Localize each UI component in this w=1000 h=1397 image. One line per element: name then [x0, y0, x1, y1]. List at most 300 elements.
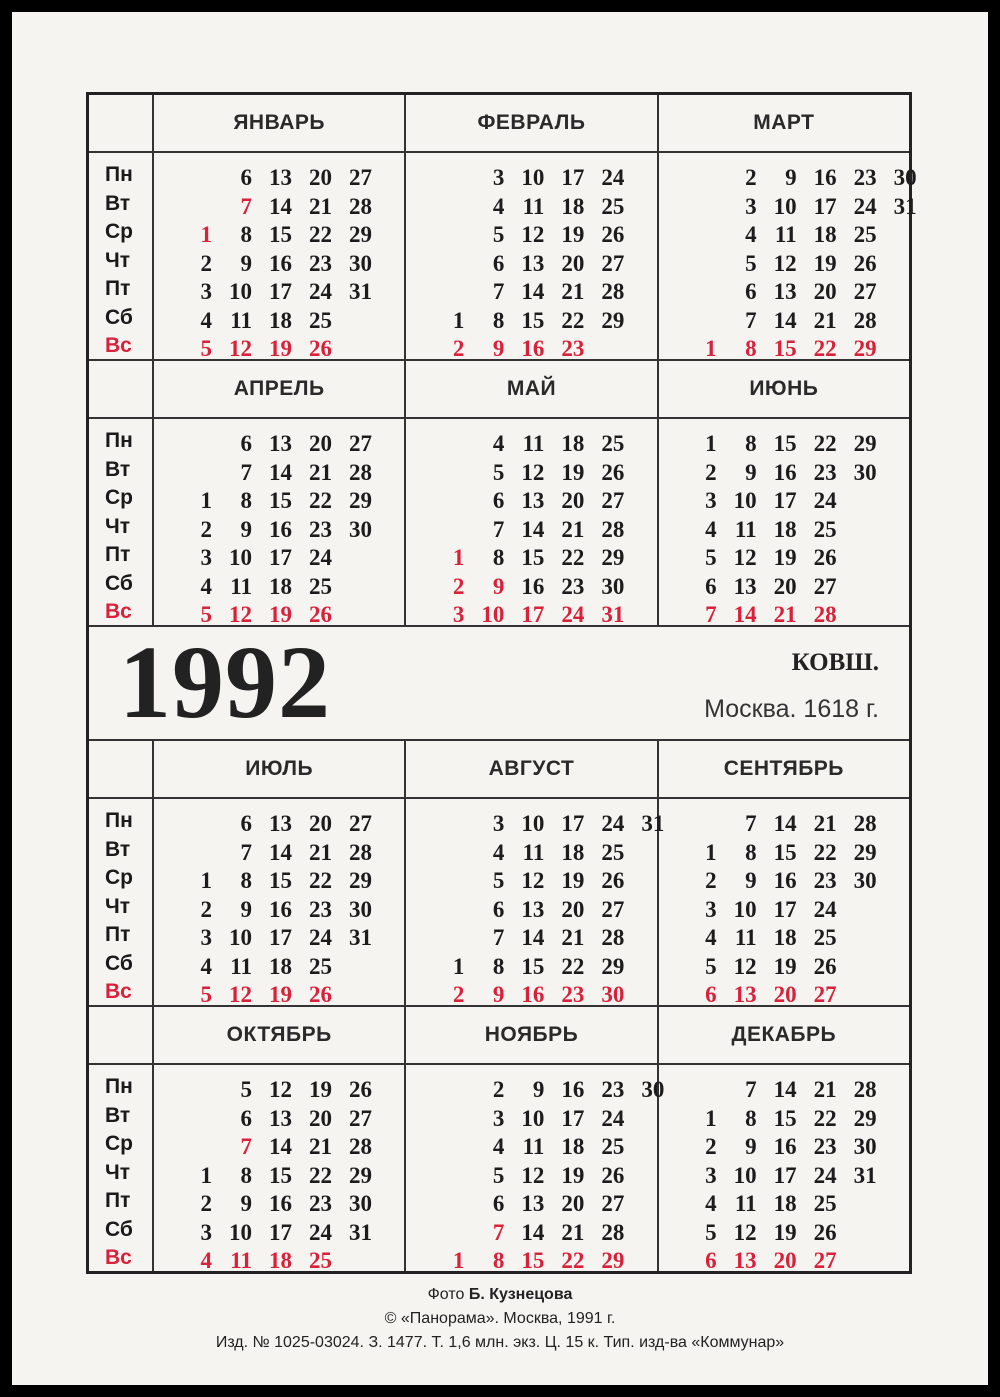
day-number: 28: [853, 811, 877, 836]
day-number: 18: [561, 839, 585, 865]
weekday-label: Пн: [105, 1075, 133, 1098]
day-number: 30: [349, 516, 372, 542]
day-number: 14: [269, 839, 292, 865]
day-number: 18: [269, 953, 292, 979]
day-number: 20: [773, 1248, 797, 1273]
month-block: [154, 95, 406, 359]
day-number: 14: [773, 1077, 797, 1102]
day-number: 16: [521, 573, 545, 599]
week-row: [659, 1191, 909, 1219]
week-row: [406, 251, 656, 279]
day-number: 14: [269, 459, 292, 485]
weekday-label: Ср: [105, 1132, 133, 1155]
artist-signature: КОВШ.: [791, 649, 879, 676]
quarter-band-4: [89, 1007, 909, 1271]
day-number: 26: [601, 222, 625, 247]
day-number: 17: [561, 811, 585, 836]
week-row: [406, 460, 656, 488]
week-row: [659, 193, 917, 222]
day-number: 30: [601, 573, 625, 599]
week-row: [154, 954, 404, 982]
day-number: 22: [813, 336, 837, 361]
weekday-label: Чт: [105, 1160, 131, 1184]
day-number: 4: [492, 1134, 505, 1159]
day-number: 16: [773, 459, 797, 485]
day-number: 6: [705, 573, 717, 599]
month-block: [406, 361, 658, 625]
day-number: 27: [349, 165, 372, 190]
day-number: 20: [813, 279, 837, 304]
day-number: 7: [240, 459, 252, 485]
day-number: 6: [240, 431, 252, 456]
day-number: 3: [492, 1105, 505, 1131]
day-number: 18: [269, 1248, 292, 1273]
day-number: 7: [705, 602, 717, 627]
week-row: [154, 279, 404, 307]
week-row: [406, 1220, 656, 1248]
day-number: 25: [309, 1248, 332, 1273]
week-row: [659, 517, 909, 545]
day-number: 26: [601, 459, 625, 485]
day-number: 16: [521, 336, 545, 361]
week-row: [406, 1191, 656, 1219]
day-number: 19: [773, 1219, 797, 1245]
week-row: [154, 982, 404, 1010]
day-number: 11: [774, 222, 797, 247]
week-row: [406, 222, 656, 250]
day-number: 3: [705, 1162, 717, 1188]
weekday-label: Чт: [105, 248, 131, 272]
weekday-column: [89, 1007, 154, 1271]
day-number: 17: [773, 1162, 797, 1188]
week-row: [154, 488, 404, 516]
photo-credit-author: Б. Кузнецова: [468, 1286, 573, 1303]
day-number: 9: [785, 165, 797, 190]
week-row: [154, 251, 404, 279]
day-number: 1: [452, 307, 465, 333]
week-row: [659, 840, 909, 868]
weekday-label: Сб: [105, 571, 133, 595]
day-number: 18: [773, 1191, 797, 1216]
day-number: 15: [269, 488, 292, 513]
weekday-label: Пн: [105, 163, 133, 186]
month-block: [406, 95, 658, 359]
day-number: 28: [601, 279, 625, 304]
day-number: 12: [269, 1077, 292, 1102]
day-number: 6: [240, 165, 252, 190]
day-number: 5: [492, 222, 505, 247]
day-number: 5: [200, 336, 212, 361]
weekday-label: Ср: [105, 486, 133, 509]
day-number: 24: [813, 896, 837, 922]
week-row: [659, 1163, 909, 1191]
week-row: [154, 1163, 404, 1191]
week-row: [406, 811, 665, 839]
week-row: [154, 1077, 404, 1105]
publisher-line: © «Панорама». Москва, 1991 г.: [384, 1310, 616, 1327]
day-number: 9: [745, 1134, 757, 1159]
week-row: [154, 1220, 404, 1248]
day-number: 13: [521, 1191, 545, 1216]
day-number: 26: [309, 602, 332, 627]
day-number: 9: [745, 868, 757, 893]
week-row: [154, 925, 404, 953]
day-number: 17: [269, 545, 292, 570]
day-number: 12: [521, 459, 545, 485]
day-number: 13: [269, 811, 292, 836]
day-number: 2: [745, 165, 757, 190]
day-number: 19: [561, 459, 585, 485]
day-number: 9: [745, 459, 757, 485]
day-number: 17: [813, 193, 837, 219]
week-row: [406, 194, 656, 222]
day-number: 5: [705, 545, 717, 570]
day-number: 26: [349, 1077, 372, 1102]
day-number: 24: [853, 193, 877, 219]
day-number: 26: [853, 250, 877, 276]
week-row: [659, 1248, 909, 1276]
day-number: 13: [269, 431, 292, 456]
weekday-label: Вс: [105, 334, 132, 357]
week-row: [659, 1220, 909, 1248]
week-row: [406, 1134, 656, 1162]
day-number: 2: [200, 250, 212, 276]
week-row: [154, 194, 404, 222]
day-number: 7: [240, 193, 252, 219]
day-number: 7: [240, 839, 252, 865]
day-number: 27: [601, 1191, 625, 1216]
day-number: 27: [349, 431, 372, 456]
day-number: 13: [521, 250, 545, 276]
day-number: 3: [492, 165, 505, 190]
week-row: [154, 897, 404, 925]
day-number: 26: [813, 1219, 837, 1245]
week-row: [406, 1077, 665, 1105]
day-number: 21: [561, 516, 585, 542]
day-number: 26: [813, 545, 837, 570]
week-row: [659, 222, 909, 250]
day-number: 11: [734, 516, 757, 542]
day-number: 28: [349, 193, 372, 219]
day-number: 28: [601, 1219, 625, 1245]
day-number: 22: [561, 307, 585, 333]
day-number: 9: [492, 336, 505, 361]
day-number: 8: [492, 545, 505, 570]
day-number: 27: [601, 488, 625, 513]
day-number: 25: [601, 839, 625, 865]
day-number: 20: [561, 250, 585, 276]
day-number: 11: [230, 1248, 252, 1273]
day-number: 25: [309, 953, 332, 979]
day-number: 1: [705, 1105, 717, 1131]
day-number: 15: [269, 868, 292, 893]
day-number: 10: [229, 545, 252, 570]
day-number: 24: [309, 1219, 332, 1245]
day-number: 11: [230, 307, 252, 333]
day-number: 6: [705, 1248, 717, 1273]
day-number: 14: [521, 516, 545, 542]
photo-credit-prefix: Фото: [427, 1286, 465, 1303]
weekday-label: Пт: [105, 277, 131, 300]
weekday-label: Пт: [105, 923, 131, 946]
quarter-band-1: [89, 95, 917, 361]
calendar-grid: [86, 92, 917, 1274]
day-number: 13: [733, 982, 757, 1007]
week-row: [406, 1106, 656, 1134]
day-number: 19: [269, 602, 292, 627]
day-number: 10: [733, 896, 757, 922]
week-row: [406, 279, 656, 307]
day-number: 25: [309, 573, 332, 599]
day-number: 8: [745, 336, 757, 361]
day-number: 25: [309, 307, 332, 333]
day-number: 28: [813, 602, 837, 627]
day-number: 20: [309, 431, 332, 456]
week-row: [659, 1077, 909, 1105]
quarter-band-2: [89, 361, 909, 627]
week-row: [154, 840, 404, 868]
day-number: 4: [200, 307, 212, 333]
day-number: 17: [561, 1105, 585, 1131]
day-number: 7: [745, 1077, 757, 1102]
day-number: 14: [773, 811, 797, 836]
day-number: 11: [230, 573, 252, 599]
day-number: 29: [349, 1162, 372, 1188]
day-number: 3: [200, 279, 212, 304]
day-number: 12: [773, 250, 797, 276]
day-number: 7: [492, 925, 505, 950]
day-number: 8: [492, 307, 505, 333]
day-number: 4: [705, 516, 717, 542]
weekday-label: Чт: [105, 894, 131, 918]
day-number: 21: [813, 307, 837, 333]
day-number: 4: [492, 431, 505, 456]
day-number: 22: [561, 953, 585, 979]
day-number: 12: [733, 545, 757, 570]
week-row: [659, 602, 909, 630]
day-number: 31: [853, 1162, 877, 1188]
month-block: [659, 1007, 909, 1271]
day-number: 3: [200, 925, 212, 950]
day-number: 12: [733, 953, 757, 979]
day-number: 30: [601, 982, 625, 1007]
day-number: 24: [601, 165, 625, 190]
day-number: 20: [773, 982, 797, 1007]
week-row: [154, 1191, 404, 1219]
week-row: [659, 279, 909, 307]
day-number: 21: [561, 279, 585, 304]
week-row: [406, 954, 656, 982]
week-row: [659, 925, 909, 953]
day-number: 15: [521, 953, 545, 979]
week-row: [154, 222, 404, 250]
week-row: [659, 336, 909, 364]
week-row: [406, 1248, 656, 1276]
photo-credit: [12, 1286, 988, 1304]
week-row: [659, 165, 917, 193]
day-number: 29: [349, 488, 372, 513]
day-number: 6: [240, 1105, 252, 1131]
week-row: [659, 897, 909, 925]
day-number: 8: [745, 1105, 757, 1131]
day-number: 21: [309, 839, 332, 865]
day-number: 12: [521, 222, 545, 247]
day-number: 4: [200, 953, 212, 979]
weekday-header-spacer: [89, 1007, 152, 1065]
day-number: 19: [813, 250, 837, 276]
day-number: 6: [492, 1191, 505, 1216]
day-number: 11: [522, 193, 545, 219]
day-number: 13: [733, 573, 757, 599]
quarter-band-3: [89, 741, 909, 1007]
day-number: 14: [733, 602, 757, 627]
day-number: 17: [561, 165, 585, 190]
day-number: 20: [561, 1191, 585, 1216]
weekday-column: [89, 95, 154, 359]
day-number: 17: [269, 279, 292, 304]
day-number: 31: [349, 925, 372, 950]
day-number: 14: [269, 193, 292, 219]
day-number: 2: [705, 459, 717, 485]
day-number: 21: [309, 193, 332, 219]
day-number: 29: [853, 839, 877, 865]
week-row: [659, 574, 909, 602]
day-number: 30: [349, 1191, 372, 1216]
week-row: [659, 460, 909, 488]
day-number: 2: [452, 573, 465, 599]
weekday-label: Пн: [105, 429, 133, 452]
week-row: [406, 602, 656, 630]
day-number: 18: [813, 222, 837, 247]
week-row: [659, 545, 909, 573]
day-number: 21: [309, 1134, 332, 1159]
day-number: 11: [230, 953, 252, 979]
weekday-label: Вт: [105, 837, 131, 861]
day-number: 25: [601, 431, 625, 456]
day-number: 9: [492, 982, 505, 1007]
day-number: 1: [705, 336, 717, 361]
day-number: 13: [773, 279, 797, 304]
day-number: 7: [492, 516, 505, 542]
day-number: 2: [705, 1134, 717, 1159]
day-number: 6: [705, 982, 717, 1007]
image-caption: Москва. 1618 г.: [704, 695, 879, 723]
week-row: [154, 517, 404, 545]
day-number: 7: [492, 1219, 505, 1245]
day-number: 14: [521, 1219, 545, 1245]
week-row: [406, 925, 656, 953]
week-row: [659, 431, 909, 459]
day-number: 23: [813, 1134, 837, 1159]
day-number: 28: [349, 1134, 372, 1159]
day-number: 15: [521, 1248, 545, 1273]
day-number: 2: [452, 336, 465, 361]
day-number: 16: [269, 896, 292, 922]
day-number: 9: [240, 250, 252, 276]
month-block: [154, 361, 406, 625]
day-number: 13: [269, 1105, 292, 1131]
day-number: 29: [349, 868, 372, 893]
day-number: 15: [269, 222, 292, 247]
day-number: 5: [200, 602, 212, 627]
month-block: [659, 95, 917, 361]
day-number: 28: [601, 516, 625, 542]
day-number: 17: [773, 488, 797, 513]
month-block: [659, 361, 909, 625]
day-number: 16: [773, 868, 797, 893]
day-number: 29: [601, 1248, 625, 1273]
day-number: 27: [601, 250, 625, 276]
day-number: 16: [521, 982, 545, 1007]
day-number: 9: [492, 573, 505, 599]
day-number: 9: [532, 1077, 545, 1102]
week-row: [406, 897, 656, 925]
day-number: 5: [745, 250, 757, 276]
day-number: 5: [240, 1077, 252, 1102]
day-number: 18: [561, 1134, 585, 1159]
calendar-card: [12, 12, 988, 1385]
day-number: 8: [240, 488, 252, 513]
day-number: 5: [492, 459, 505, 485]
week-row: [659, 811, 909, 839]
year-title: 1992: [119, 625, 331, 740]
day-number: 23: [853, 165, 877, 190]
day-number: 8: [240, 868, 252, 893]
day-number: 20: [309, 811, 332, 836]
week-row: [154, 1248, 404, 1276]
day-number: 10: [521, 1105, 545, 1131]
day-number: 20: [773, 573, 797, 599]
day-number: 30: [641, 1077, 665, 1102]
day-number: 31: [349, 279, 372, 304]
week-row: [406, 431, 656, 459]
day-number: 12: [521, 1162, 545, 1188]
day-number: 18: [269, 573, 292, 599]
day-number: 23: [813, 459, 837, 485]
day-number: 26: [601, 868, 625, 893]
day-number: 27: [813, 573, 837, 599]
day-number: 14: [521, 925, 545, 950]
day-number: 15: [773, 1105, 797, 1131]
day-number: 12: [229, 602, 252, 627]
day-number: 23: [309, 516, 332, 542]
month-name: ИЮНЬ: [659, 361, 909, 419]
day-number: 23: [309, 896, 332, 922]
week-row: [659, 954, 909, 982]
day-number: 23: [561, 982, 585, 1007]
month-name: МАЙ: [406, 361, 656, 419]
day-number: 10: [733, 488, 757, 513]
day-number: 10: [521, 165, 545, 190]
day-number: 19: [773, 953, 797, 979]
week-row: [406, 1163, 656, 1191]
week-row: [154, 811, 404, 839]
week-row: [659, 1134, 909, 1162]
day-number: 8: [240, 222, 252, 247]
day-number: 5: [705, 1219, 717, 1245]
weekday-label: Сб: [105, 1217, 133, 1241]
day-number: 23: [601, 1077, 625, 1102]
day-number: 6: [492, 896, 505, 922]
month-block: [406, 741, 665, 1007]
week-row: [154, 460, 404, 488]
day-number: 20: [309, 165, 332, 190]
week-row: [659, 488, 909, 516]
day-number: 9: [240, 896, 252, 922]
weekday-label: Сб: [105, 305, 133, 329]
day-number: 12: [733, 1219, 757, 1245]
day-number: 6: [745, 279, 757, 304]
